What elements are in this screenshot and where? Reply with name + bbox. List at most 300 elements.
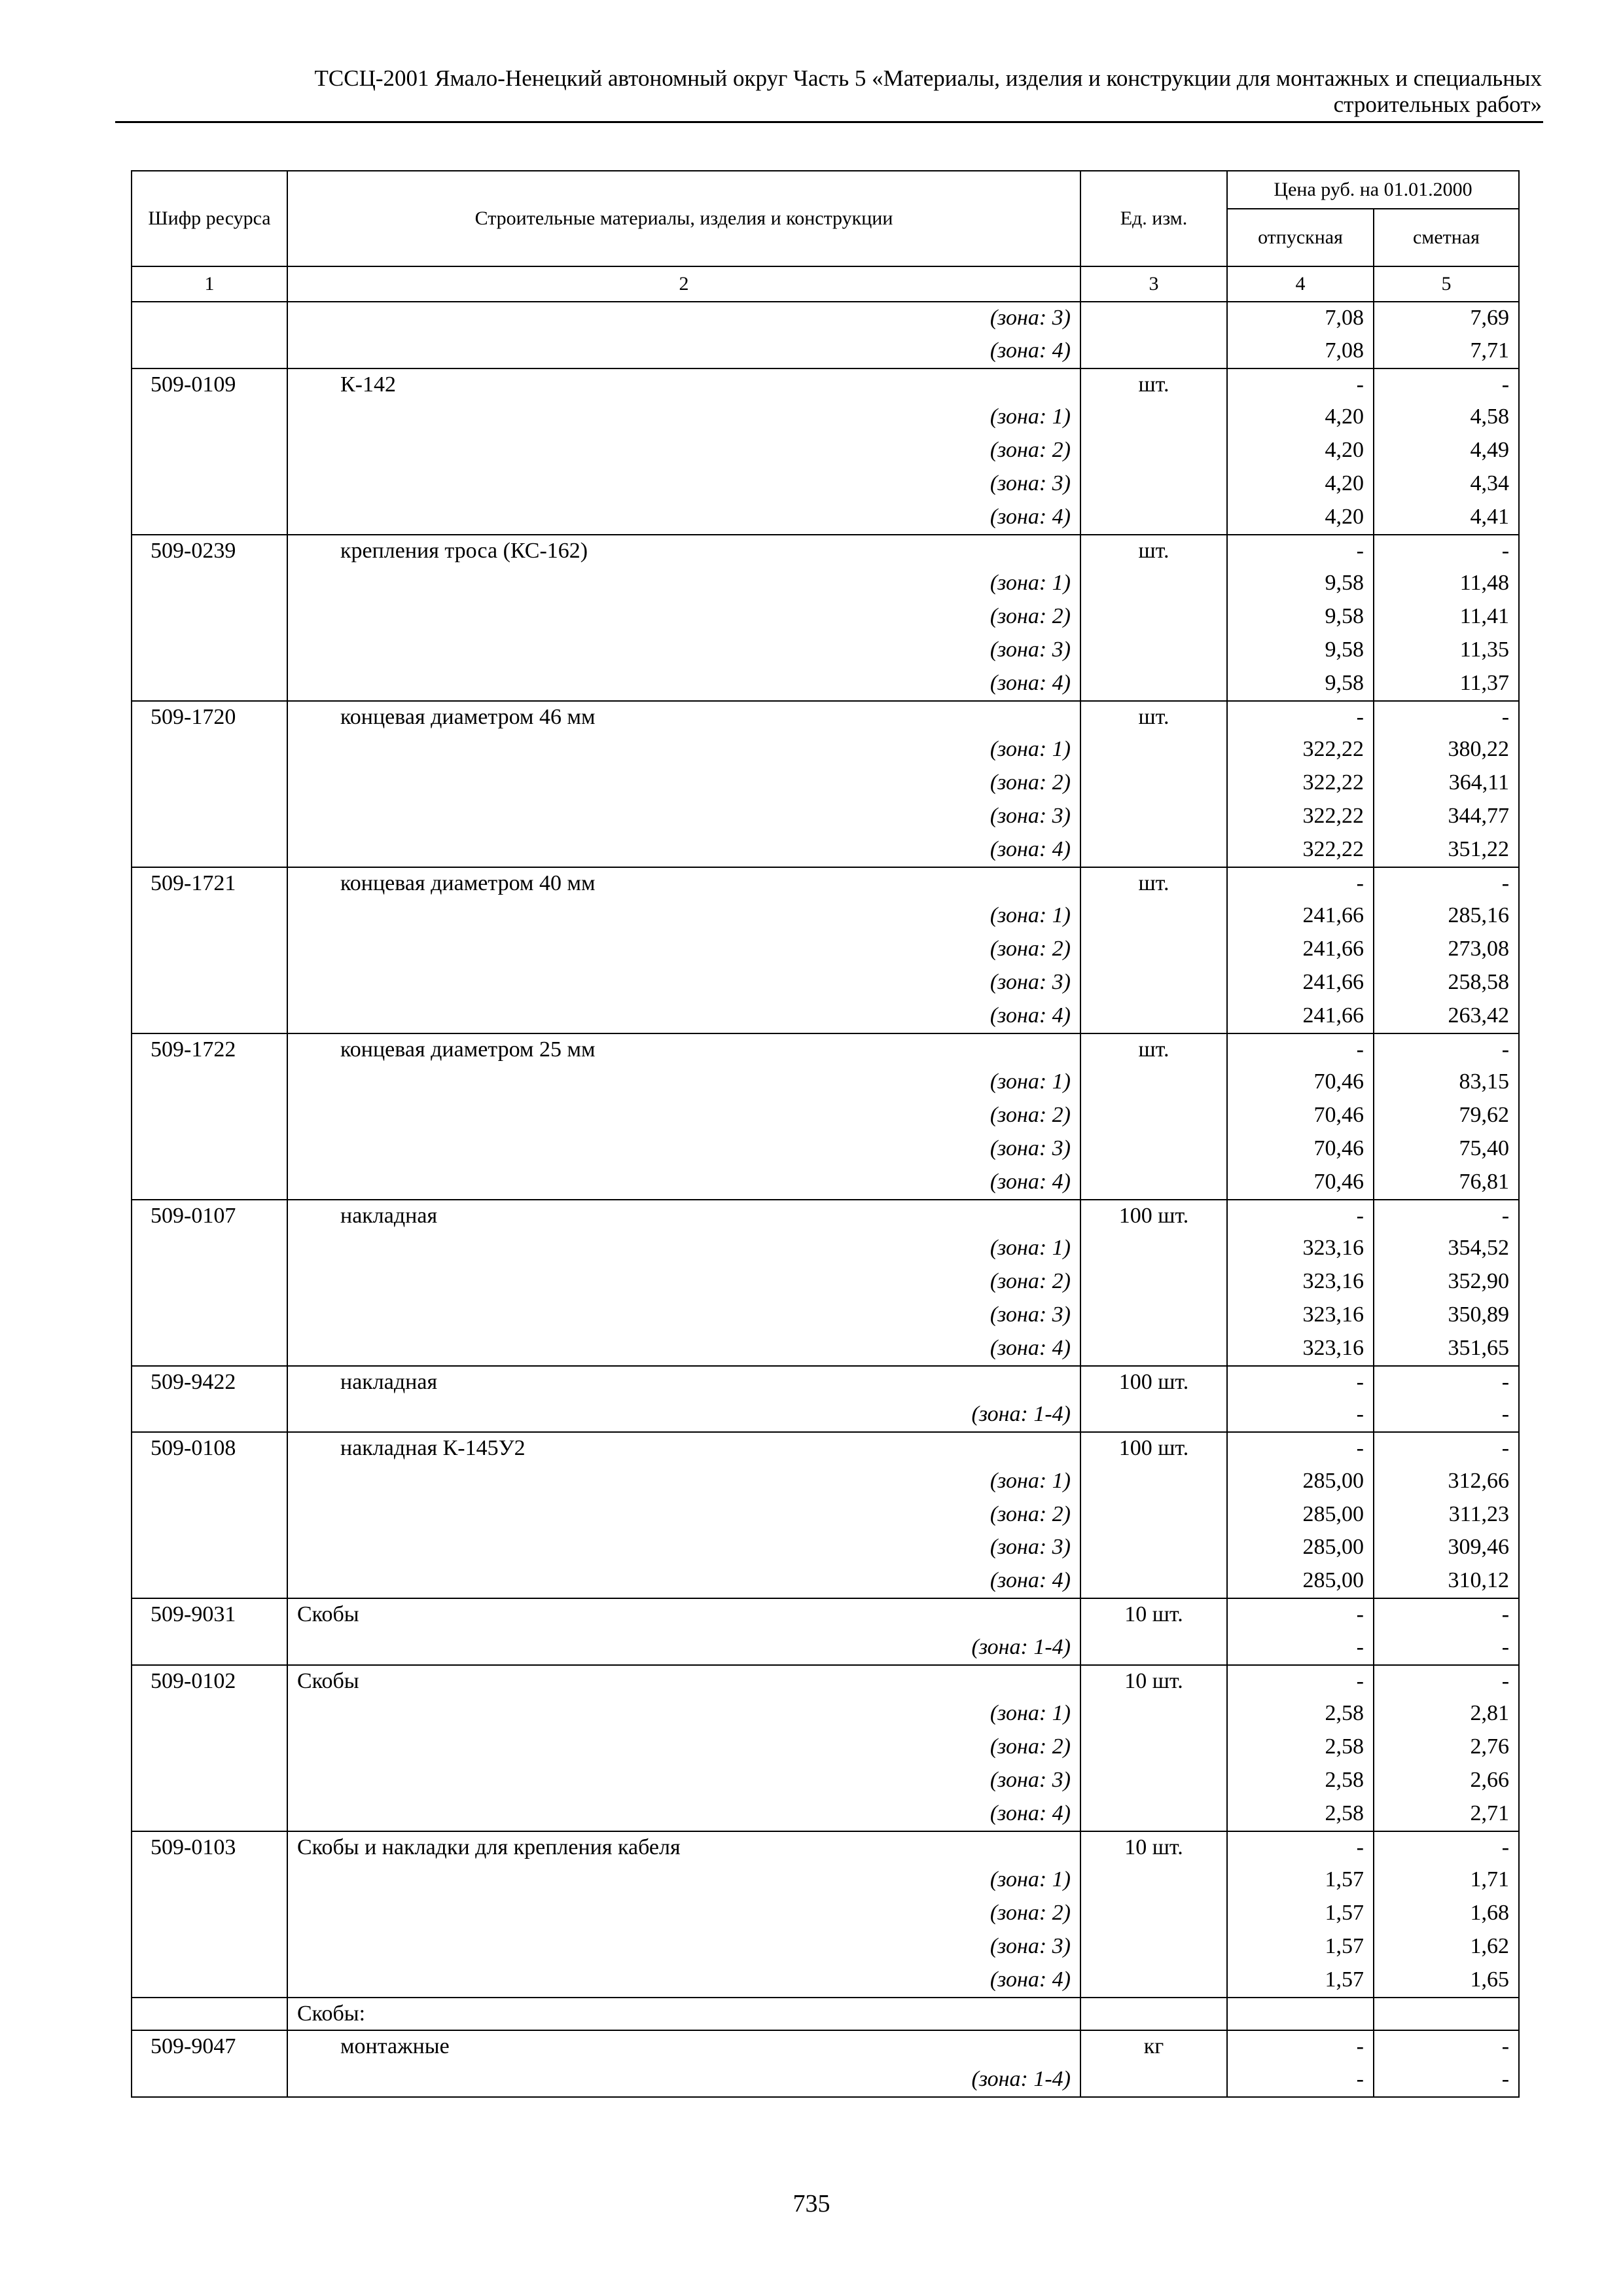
unit-of-measure [1080, 601, 1227, 634]
table-row [132, 1499, 1519, 1532]
table-row [132, 634, 1519, 668]
estimate-price: - [1374, 1831, 1519, 1865]
release-price: 322,22 [1227, 767, 1374, 800]
release-price: 4,20 [1227, 468, 1374, 501]
resource-code [132, 1864, 287, 1897]
estimate-price: 75,40 [1374, 1133, 1519, 1166]
zone-label: (зона: 2) [287, 1100, 1080, 1133]
header-line-1: ТССЦ-2001 Ямало-Ненецкий автономный округ Часть 5 «Материалы, изделия и конструкции для монтажных и специальных [314, 65, 1542, 91]
release-price: 322,22 [1227, 800, 1374, 834]
resource-code [132, 1066, 287, 1100]
resource-code [132, 302, 287, 335]
unit-of-measure: 100 шт. [1080, 1366, 1227, 1399]
estimate-price: 1,68 [1374, 1897, 1519, 1931]
estimate-price: - [1374, 1632, 1519, 1665]
zone-label: (зона: 1) [287, 401, 1080, 435]
release-price: 285,00 [1227, 1532, 1374, 1565]
estimate-price: 76,81 [1374, 1166, 1519, 1200]
col-head-code: Шифр ресурса [132, 171, 287, 266]
table-head [132, 171, 1519, 302]
resource-code [132, 601, 287, 634]
unit-of-measure [1080, 967, 1227, 1000]
estimate-price: 79,62 [1374, 1100, 1519, 1133]
table-row [132, 933, 1519, 967]
resource-code: 509-0239 [132, 535, 287, 568]
unit-of-measure [1080, 1299, 1227, 1333]
unit-of-measure [1080, 1532, 1227, 1565]
release-price: - [1227, 867, 1374, 901]
unit-of-measure [1080, 1000, 1227, 1033]
table-row [132, 535, 1519, 568]
resource-code [132, 1565, 287, 1598]
unit-of-measure: 10 шт. [1080, 1665, 1227, 1698]
resource-code: 509-9047 [132, 2030, 287, 2064]
resource-code [132, 634, 287, 668]
resource-code [132, 1931, 287, 1964]
table-row [132, 734, 1519, 767]
zone-label: (зона: 4) [287, 834, 1080, 867]
table-row [132, 2030, 1519, 2064]
unit-of-measure [1080, 501, 1227, 535]
zone-label: (зона: 3) [287, 1765, 1080, 1798]
resource-code [132, 435, 287, 468]
table-row [132, 1964, 1519, 1998]
zone-label: (зона: 1) [287, 1465, 1080, 1499]
table-row [132, 1831, 1519, 1865]
resource-code [132, 1232, 287, 1266]
unit-of-measure [1080, 2064, 1227, 2097]
table-body [132, 302, 1519, 2097]
estimate-price: 351,22 [1374, 834, 1519, 867]
release-price: 9,58 [1227, 567, 1374, 601]
table-row [132, 1000, 1519, 1033]
table-row [132, 1698, 1519, 1731]
estimate-price: 350,89 [1374, 1299, 1519, 1333]
release-price: 285,00 [1227, 1565, 1374, 1598]
release-price: - [1227, 2030, 1374, 2064]
estimate-price: 309,46 [1374, 1532, 1519, 1565]
zone-label: (зона: 1-4) [287, 1632, 1080, 1665]
table-row [132, 668, 1519, 701]
release-price: 70,46 [1227, 1066, 1374, 1100]
release-price: 4,20 [1227, 435, 1374, 468]
estimate-price: 380,22 [1374, 734, 1519, 767]
release-price: 323,16 [1227, 1266, 1374, 1299]
release-price: 70,46 [1227, 1166, 1374, 1200]
release-price: 9,58 [1227, 634, 1374, 668]
col-head-estimate-price: сметная [1374, 209, 1519, 266]
resource-code [132, 1399, 287, 1432]
unit-of-measure [1080, 1100, 1227, 1133]
estimate-price: 364,11 [1374, 767, 1519, 800]
unit-of-measure [1080, 567, 1227, 601]
zone-label: (зона: 2) [287, 1897, 1080, 1931]
estimate-price: 352,90 [1374, 1266, 1519, 1299]
release-price: - [1227, 1200, 1374, 1233]
unit-of-measure [1080, 734, 1227, 767]
estimate-price: 2,71 [1374, 1798, 1519, 1831]
zone-label: (зона: 1) [287, 1066, 1080, 1100]
release-price: 9,58 [1227, 601, 1374, 634]
unit-of-measure: 100 шт. [1080, 1200, 1227, 1233]
col-number: 4 [1227, 266, 1374, 302]
page-number: 735 [793, 2190, 830, 2217]
release-price: 2,58 [1227, 1798, 1374, 1831]
resource-code [132, 1499, 287, 1532]
table-row [132, 701, 1519, 734]
table-row [132, 1200, 1519, 1233]
estimate-price: - [1374, 2064, 1519, 2097]
resource-code [132, 2064, 287, 2097]
zone-label: (зона: 1) [287, 1232, 1080, 1266]
material-name: К-142 [287, 368, 1080, 402]
estimate-price: - [1374, 368, 1519, 402]
zone-label: (зона: 1) [287, 1698, 1080, 1731]
release-price: 323,16 [1227, 1299, 1374, 1333]
release-price: - [1227, 1665, 1374, 1698]
unit-of-measure [1080, 634, 1227, 668]
estimate-price: 351,65 [1374, 1333, 1519, 1366]
table-row [132, 1432, 1519, 1465]
resource-code [132, 1632, 287, 1665]
zone-label: (зона: 2) [287, 1499, 1080, 1532]
zone-label: (зона: 4) [287, 1798, 1080, 1831]
release-price: 1,57 [1227, 1964, 1374, 1998]
table-row [132, 1765, 1519, 1798]
estimate-price: 83,15 [1374, 1066, 1519, 1100]
table-row [132, 1931, 1519, 1964]
unit-of-measure [1080, 933, 1227, 967]
estimate-price: 310,12 [1374, 1565, 1519, 1598]
resource-code [132, 501, 287, 535]
table-row [132, 1798, 1519, 1831]
resource-code [132, 1998, 287, 2031]
estimate-price: - [1374, 1033, 1519, 1067]
material-name: накладная К-145У2 [287, 1432, 1080, 1465]
table-row [132, 1399, 1519, 1432]
resource-code [132, 767, 287, 800]
unit-of-measure: 10 шт. [1080, 1831, 1227, 1865]
zone-label: (зона: 2) [287, 767, 1080, 800]
estimate-price: 344,77 [1374, 800, 1519, 834]
table-row [132, 967, 1519, 1000]
unit-of-measure [1080, 834, 1227, 867]
unit-of-measure [1080, 1166, 1227, 1200]
col-number: 2 [287, 266, 1080, 302]
resource-code [132, 1266, 287, 1299]
release-price: 1,57 [1227, 1864, 1374, 1897]
table-row [132, 1033, 1519, 1067]
release-price: 241,66 [1227, 1000, 1374, 1033]
unit-of-measure [1080, 1864, 1227, 1897]
table-row [132, 368, 1519, 402]
resource-code [132, 900, 287, 933]
unit-of-measure [1080, 1133, 1227, 1166]
unit-of-measure [1080, 668, 1227, 701]
zone-label: (зона: 1-4) [287, 2064, 1080, 2097]
table-row [132, 1864, 1519, 1897]
col-number: 5 [1374, 266, 1519, 302]
table-row [132, 1166, 1519, 1200]
estimate-price: 4,58 [1374, 401, 1519, 435]
zone-label: (зона: 4) [287, 1166, 1080, 1200]
unit-of-measure [1080, 767, 1227, 800]
table-row [132, 834, 1519, 867]
release-price: 241,66 [1227, 967, 1374, 1000]
material-name: накладная [287, 1366, 1080, 1399]
estimate-price: 312,66 [1374, 1465, 1519, 1499]
release-price: 323,16 [1227, 1333, 1374, 1366]
table-row [132, 1731, 1519, 1765]
table-row [132, 1532, 1519, 1565]
col-number: 3 [1080, 266, 1227, 302]
table-row [132, 401, 1519, 435]
header-rule [115, 121, 1543, 123]
resource-code: 509-0107 [132, 1200, 287, 1233]
release-price: 2,58 [1227, 1698, 1374, 1731]
unit-of-measure [1080, 1565, 1227, 1598]
unit-of-measure: шт. [1080, 701, 1227, 734]
table-row [132, 1998, 1519, 2031]
estimate-price: 11,37 [1374, 668, 1519, 701]
zone-label: (зона: 4) [287, 335, 1080, 368]
col-head-price-group: Цена руб. на 01.01.2000 [1227, 171, 1519, 209]
material-name: Скобы: [287, 1998, 1080, 2031]
zone-label: (зона: 3) [287, 302, 1080, 335]
estimate-price: 263,42 [1374, 1000, 1519, 1033]
estimate-price: - [1374, 1366, 1519, 1399]
zone-label: (зона: 4) [287, 1964, 1080, 1998]
zone-label: (зона: 1) [287, 567, 1080, 601]
release-price: 7,08 [1227, 302, 1374, 335]
table-row [132, 867, 1519, 901]
unit-of-measure [1080, 1333, 1227, 1366]
unit-of-measure [1080, 1266, 1227, 1299]
zone-label: (зона: 3) [287, 468, 1080, 501]
release-price: 4,20 [1227, 501, 1374, 535]
zone-label: (зона: 3) [287, 634, 1080, 668]
table-row [132, 567, 1519, 601]
release-price: - [1227, 1366, 1374, 1399]
release-price: - [1227, 701, 1374, 734]
resource-code [132, 800, 287, 834]
release-price: 241,66 [1227, 933, 1374, 967]
table-row [132, 1333, 1519, 1366]
resource-code [132, 1964, 287, 1998]
unit-of-measure [1080, 1998, 1227, 2031]
zone-label: (зона: 3) [287, 1931, 1080, 1964]
resource-code [132, 1299, 287, 1333]
unit-of-measure [1080, 1931, 1227, 1964]
unit-of-measure [1080, 435, 1227, 468]
unit-of-measure [1080, 1465, 1227, 1499]
resource-code [132, 967, 287, 1000]
table-row [132, 1897, 1519, 1931]
unit-of-measure [1080, 1731, 1227, 1765]
release-price: 285,00 [1227, 1465, 1374, 1499]
unit-of-measure [1080, 401, 1227, 435]
zone-label: (зона: 4) [287, 668, 1080, 701]
unit-of-measure [1080, 1399, 1227, 1432]
estimate-price: 7,69 [1374, 302, 1519, 335]
estimate-price: - [1374, 701, 1519, 734]
table-row [132, 1598, 1519, 1632]
release-price: - [1227, 1831, 1374, 1865]
resource-code [132, 734, 287, 767]
release-price: 7,08 [1227, 335, 1374, 368]
zone-label: (зона: 3) [287, 1532, 1080, 1565]
estimate-price: 2,81 [1374, 1698, 1519, 1731]
resource-code [132, 668, 287, 701]
estimate-price: 2,76 [1374, 1731, 1519, 1765]
material-name: Скобы [287, 1665, 1080, 1698]
table-row [132, 1366, 1519, 1399]
resource-code: 509-1722 [132, 1033, 287, 1067]
zone-label: (зона: 2) [287, 933, 1080, 967]
unit-of-measure [1080, 800, 1227, 834]
estimate-price: - [1374, 1200, 1519, 1233]
material-name: крепления троса (КС-162) [287, 535, 1080, 568]
estimate-price: - [1374, 535, 1519, 568]
table-row [132, 601, 1519, 634]
resource-code [132, 1532, 287, 1565]
release-price: 70,46 [1227, 1133, 1374, 1166]
table-row [132, 1232, 1519, 1266]
release-price: - [1227, 2064, 1374, 2097]
unit-of-measure: шт. [1080, 1033, 1227, 1067]
unit-of-measure [1080, 1632, 1227, 1665]
col-head-name: Строительные материалы, изделия и конструкции [287, 171, 1080, 266]
release-price: 1,57 [1227, 1931, 1374, 1964]
resource-code [132, 1333, 287, 1366]
estimate-price [1374, 1998, 1519, 2031]
zone-label: (зона: 2) [287, 435, 1080, 468]
estimate-price: 285,16 [1374, 900, 1519, 933]
resource-code [132, 1731, 287, 1765]
estimate-price: 4,41 [1374, 501, 1519, 535]
release-price: 323,16 [1227, 1232, 1374, 1266]
price-table [131, 170, 1520, 2098]
estimate-price: - [1374, 1598, 1519, 1632]
table-row [132, 1066, 1519, 1100]
table-row [132, 900, 1519, 933]
estimate-price: - [1374, 1665, 1519, 1698]
unit-of-measure [1080, 335, 1227, 368]
unit-of-measure: кг [1080, 2030, 1227, 2064]
estimate-price: 7,71 [1374, 335, 1519, 368]
unit-of-measure [1080, 302, 1227, 335]
resource-code: 509-0102 [132, 1665, 287, 1698]
estimate-price: 11,48 [1374, 567, 1519, 601]
col-number: 1 [132, 266, 287, 302]
resource-code [132, 1765, 287, 1798]
estimate-price: - [1374, 2030, 1519, 2064]
estimate-price: - [1374, 867, 1519, 901]
unit-of-measure [1080, 1499, 1227, 1532]
resource-code [132, 834, 287, 867]
release-price: 322,22 [1227, 834, 1374, 867]
release-price: - [1227, 1632, 1374, 1665]
material-name: Скобы [287, 1598, 1080, 1632]
zone-label: (зона: 3) [287, 1133, 1080, 1166]
resource-code: 509-9422 [132, 1366, 287, 1399]
release-price: - [1227, 1033, 1374, 1067]
unit-of-measure: шт. [1080, 368, 1227, 402]
unit-of-measure: шт. [1080, 867, 1227, 901]
unit-of-measure [1080, 900, 1227, 933]
unit-of-measure [1080, 1765, 1227, 1798]
zone-label: (зона: 4) [287, 501, 1080, 535]
table-row [132, 1266, 1519, 1299]
table-row [132, 1133, 1519, 1166]
resource-code [132, 335, 287, 368]
col-head-release-price: отпускная [1227, 209, 1374, 266]
estimate-price: 258,58 [1374, 967, 1519, 1000]
release-price: - [1227, 535, 1374, 568]
zone-label: (зона: 2) [287, 601, 1080, 634]
zone-label: (зона: 1) [287, 900, 1080, 933]
estimate-price: 354,52 [1374, 1232, 1519, 1266]
estimate-price: 311,23 [1374, 1499, 1519, 1532]
table-row [132, 1565, 1519, 1598]
unit-of-measure: шт. [1080, 535, 1227, 568]
table-row [132, 767, 1519, 800]
page-header [118, 65, 1542, 118]
release-price: 70,46 [1227, 1100, 1374, 1133]
table-row [132, 335, 1519, 368]
unit-of-measure [1080, 1897, 1227, 1931]
release-price: 2,58 [1227, 1765, 1374, 1798]
release-price: 9,58 [1227, 668, 1374, 701]
release-price: 2,58 [1227, 1731, 1374, 1765]
resource-code: 509-1721 [132, 867, 287, 901]
table-row [132, 1632, 1519, 1665]
estimate-price: 4,34 [1374, 468, 1519, 501]
estimate-price: 4,49 [1374, 435, 1519, 468]
estimate-price: 11,35 [1374, 634, 1519, 668]
zone-label: (зона: 4) [287, 1000, 1080, 1033]
release-price: - [1227, 1432, 1374, 1465]
release-price [1227, 1998, 1374, 2031]
zone-label: (зона: 2) [287, 1266, 1080, 1299]
unit-of-measure: 100 шт. [1080, 1432, 1227, 1465]
resource-code [132, 933, 287, 967]
resource-code [132, 1798, 287, 1831]
release-price: - [1227, 1598, 1374, 1632]
table-row [132, 800, 1519, 834]
resource-code [132, 468, 287, 501]
table-row [132, 302, 1519, 335]
zone-label: (зона: 4) [287, 1333, 1080, 1366]
table-row [132, 1665, 1519, 1698]
zone-label: (зона: 4) [287, 1565, 1080, 1598]
resource-code: 509-0103 [132, 1831, 287, 1865]
material-name: накладная [287, 1200, 1080, 1233]
material-name: Скобы и накладки для крепления кабеля [287, 1831, 1080, 1865]
release-price: 241,66 [1227, 900, 1374, 933]
resource-code: 509-0108 [132, 1432, 287, 1465]
release-price: - [1227, 1399, 1374, 1432]
resource-code [132, 1000, 287, 1033]
zone-label: (зона: 2) [287, 1731, 1080, 1765]
release-price: 4,20 [1227, 401, 1374, 435]
release-price: 285,00 [1227, 1499, 1374, 1532]
unit-of-measure [1080, 468, 1227, 501]
release-price: - [1227, 368, 1374, 402]
estimate-price: 1,65 [1374, 1964, 1519, 1998]
table-row [132, 2064, 1519, 2097]
material-name: концевая диаметром 46 мм [287, 701, 1080, 734]
